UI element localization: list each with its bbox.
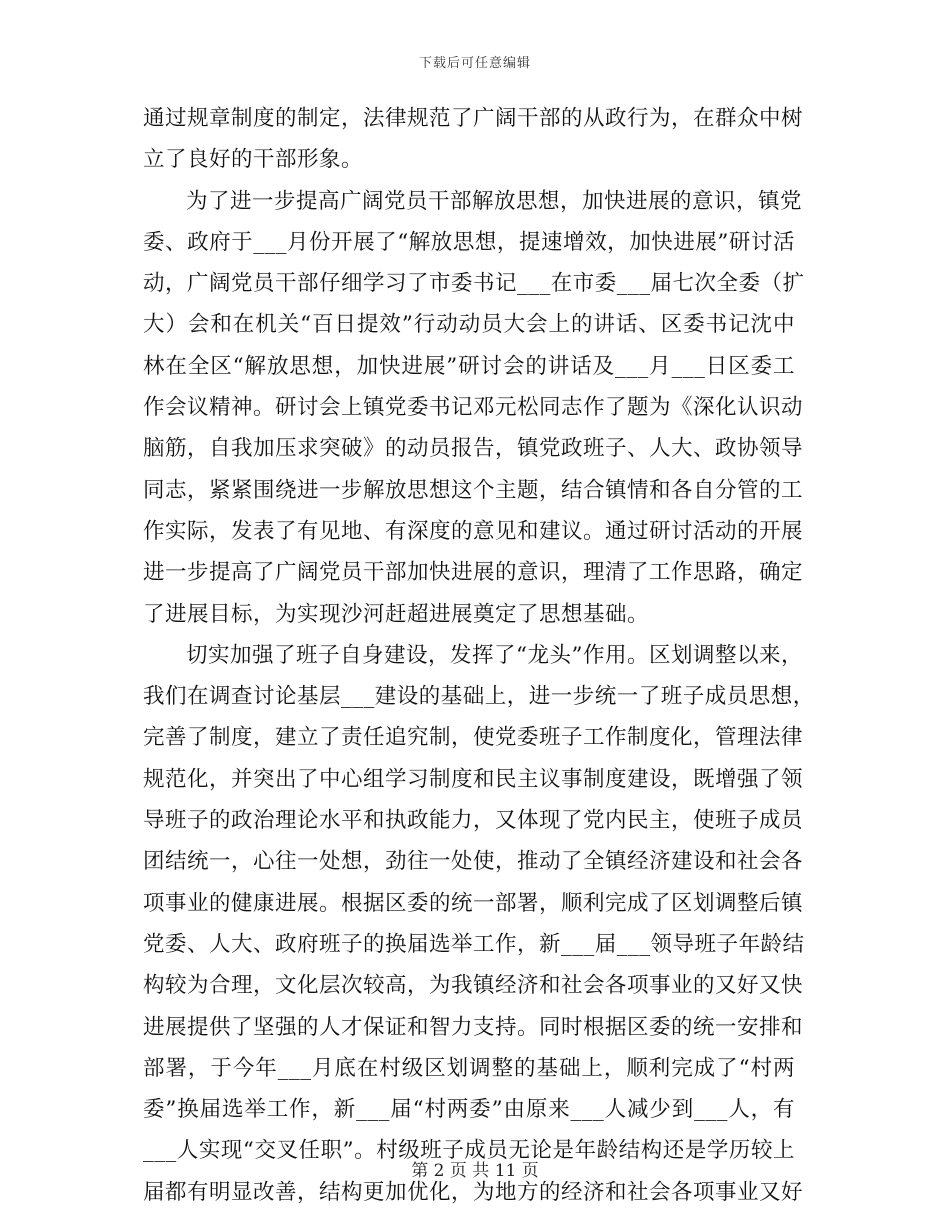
paragraph-line: 项事业的健康进展。根据区委的统一部署，顺利完成了区划调整后镇 bbox=[143, 890, 804, 916]
paragraph-line: 构较为合理，文化层次较高，为我镇经济和社会各项事业的又好又快 bbox=[143, 973, 804, 999]
paragraph-line: 团结统一，心往一处想，劲往一处使，推动了全镇经济建设和社会各 bbox=[143, 849, 804, 875]
paragraph-line: 届都有明显改善，结构更加优化，为地方的经济和社会各项事业又好 bbox=[143, 1179, 804, 1205]
paragraph-line: 完善了制度，建立了责任追究制，使党委班子工作制度化，管理法律 bbox=[143, 725, 804, 751]
paragraph-line: 导班子的政治理论水平和执政能力，又体现了党内民主，使班子成员 bbox=[143, 808, 804, 834]
paragraph-line: 委、政府于___月份开展了“解放思想，提速增效，加快进展”研讨活 bbox=[143, 229, 795, 255]
paragraph-line: 我们在调查讨论基层___建设的基础上，进一步统一了班子成员思想， bbox=[143, 684, 815, 710]
page-header: 下载后可任意编辑 bbox=[418, 56, 531, 71]
paragraph-line: 同志，紧紧围绕进一步解放思想这个主题，结合镇情和各自分管的工 bbox=[143, 477, 804, 503]
paragraph-line: 委”换届选举工作，新___届“村两委”由原来___人减少到___人，有 bbox=[143, 1097, 795, 1123]
page-number-footer: 第 2 页 共 11 页 bbox=[411, 1161, 539, 1181]
paragraph-line: 部署，于今年___月底在村级区划调整的基础上，顺利完成了“村两 bbox=[143, 1055, 795, 1081]
paragraph-line: 了进展目标，为实现沙河赶超进展奠定了思想基础。 bbox=[143, 601, 650, 627]
paragraph-line: 通过规章制度的制定，法律规范了广阔干部的从政行为，在群众中树 bbox=[143, 106, 804, 131]
paragraph-line: 脑筋，自我加压求突破》的动员报告，镇党政班子、人大、政协领导 bbox=[143, 436, 804, 462]
paragraph-line: 作会议精神。研讨会上镇党委书记邓元松同志作了题为《深化认识动 bbox=[143, 395, 804, 421]
paragraph-line: 切实加强了班子自身建设，发挥了“龙头”作用。区划调整以来， bbox=[186, 642, 803, 668]
paragraph-line: 动，广阔党员干部仔细学习了市委书记___在市委___届七次全委（扩 bbox=[143, 271, 805, 297]
paragraph-line: 作实际，发表了有见地、有深度的意见和建议。通过研讨活动的开展 bbox=[143, 518, 804, 544]
paragraph-line: 进展提供了坚强的人才保证和智力支持。同时根据区委的统一安排和 bbox=[143, 1014, 804, 1040]
paragraph-line: 党委、人大、政府班子的换届选举工作，新___届___领导班子年龄结 bbox=[143, 931, 805, 957]
paragraph-line: 规范化，并突出了中心组学习制度和民主议事制度建设，既增强了领 bbox=[143, 766, 804, 792]
paragraph-line: 大）会和在机关“百日提效”行动动员大会上的讲话、区委书记沈中 bbox=[143, 312, 795, 338]
paragraph-line: 为了进一步提高广阔党员干部解放思想，加快进展的意识，镇党 bbox=[186, 188, 803, 214]
paragraph-line: 林在全区“解放思想，加快进展”研讨会的讲话及___月___日区委工 bbox=[143, 353, 795, 379]
paragraph-line: 立了良好的干部形象。 bbox=[143, 147, 364, 173]
paragraph-line: ___人实现“交叉任职”。村级班子成员无论是年龄结构还是学历较上 bbox=[143, 1138, 795, 1164]
paragraph-line: 进一步提高了广阔党员干部加快进展的意识，理清了工作思路，确定 bbox=[143, 560, 804, 586]
document-body bbox=[143, 98, 815, 1213]
